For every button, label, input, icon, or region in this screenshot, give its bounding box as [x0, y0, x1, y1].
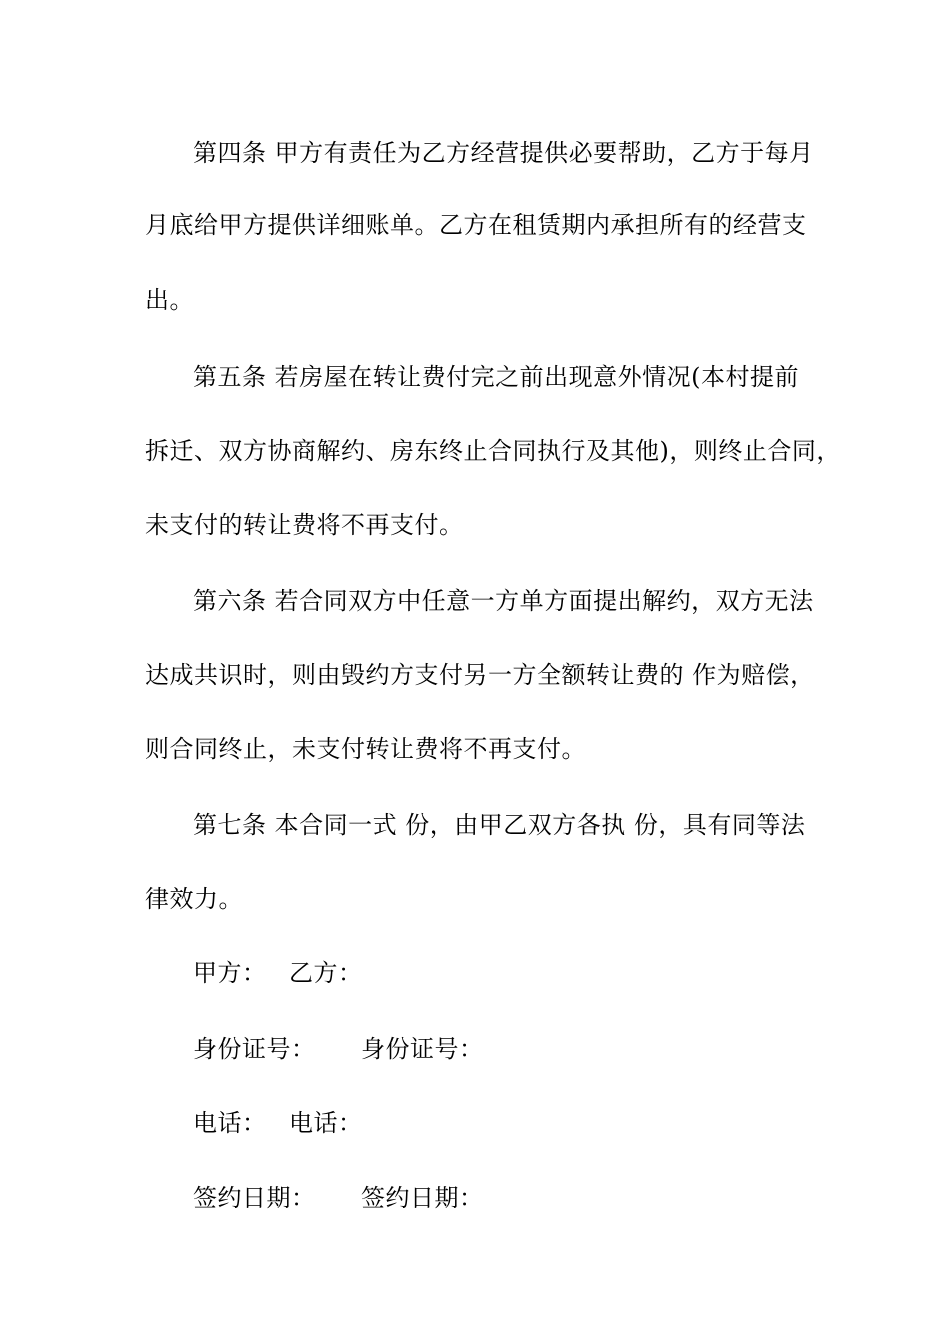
- article-7-line-2: 律效力。: [145, 885, 243, 913]
- article-5-line-2: 拆迁、双方协商解约、房东终止合同执行及其他)，则终止合同，: [145, 437, 841, 465]
- party-a-date-label: 签约日期：: [193, 1184, 316, 1212]
- party-b-phone-label: 电话：: [289, 1109, 363, 1137]
- party-b-id-label: 身份证号：: [361, 1035, 484, 1063]
- article-4-line-3: 出。: [145, 286, 194, 314]
- article-6-line-2: 达成共识时，则由毁约方支付另一方全额转让费的 作为赔偿，: [145, 661, 815, 689]
- article-7-line-1: 第七条 本合同一式 份，由甲乙双方各执 份，具有同等法: [193, 811, 806, 839]
- article-4-line-2: 月底给甲方提供详细账单。乙方在租赁期内承担所有的经营支: [145, 211, 807, 239]
- article-6-line-1: 第六条 若合同双方中任意一方单方面提出解约，双方无法: [193, 587, 814, 615]
- article-4-line-1: 第四条 甲方有责任为乙方经营提供必要帮助，乙方于每月: [193, 139, 814, 167]
- party-b-label: 乙方：: [289, 959, 363, 987]
- party-a-phone-label: 电话：: [193, 1109, 267, 1137]
- article-5-line-1: 第五条 若房屋在转让费付完之前出现意外情况(本村提前: [193, 363, 799, 391]
- party-a-id-label: 身份证号：: [193, 1035, 316, 1063]
- article-6-line-3: 则合同终止，未支付转让费将不再支付。: [145, 735, 586, 763]
- party-b-date-label: 签约日期：: [361, 1184, 484, 1212]
- article-5-line-3: 未支付的转让费将不再支付。: [145, 511, 464, 539]
- party-a-label: 甲方：: [193, 959, 267, 987]
